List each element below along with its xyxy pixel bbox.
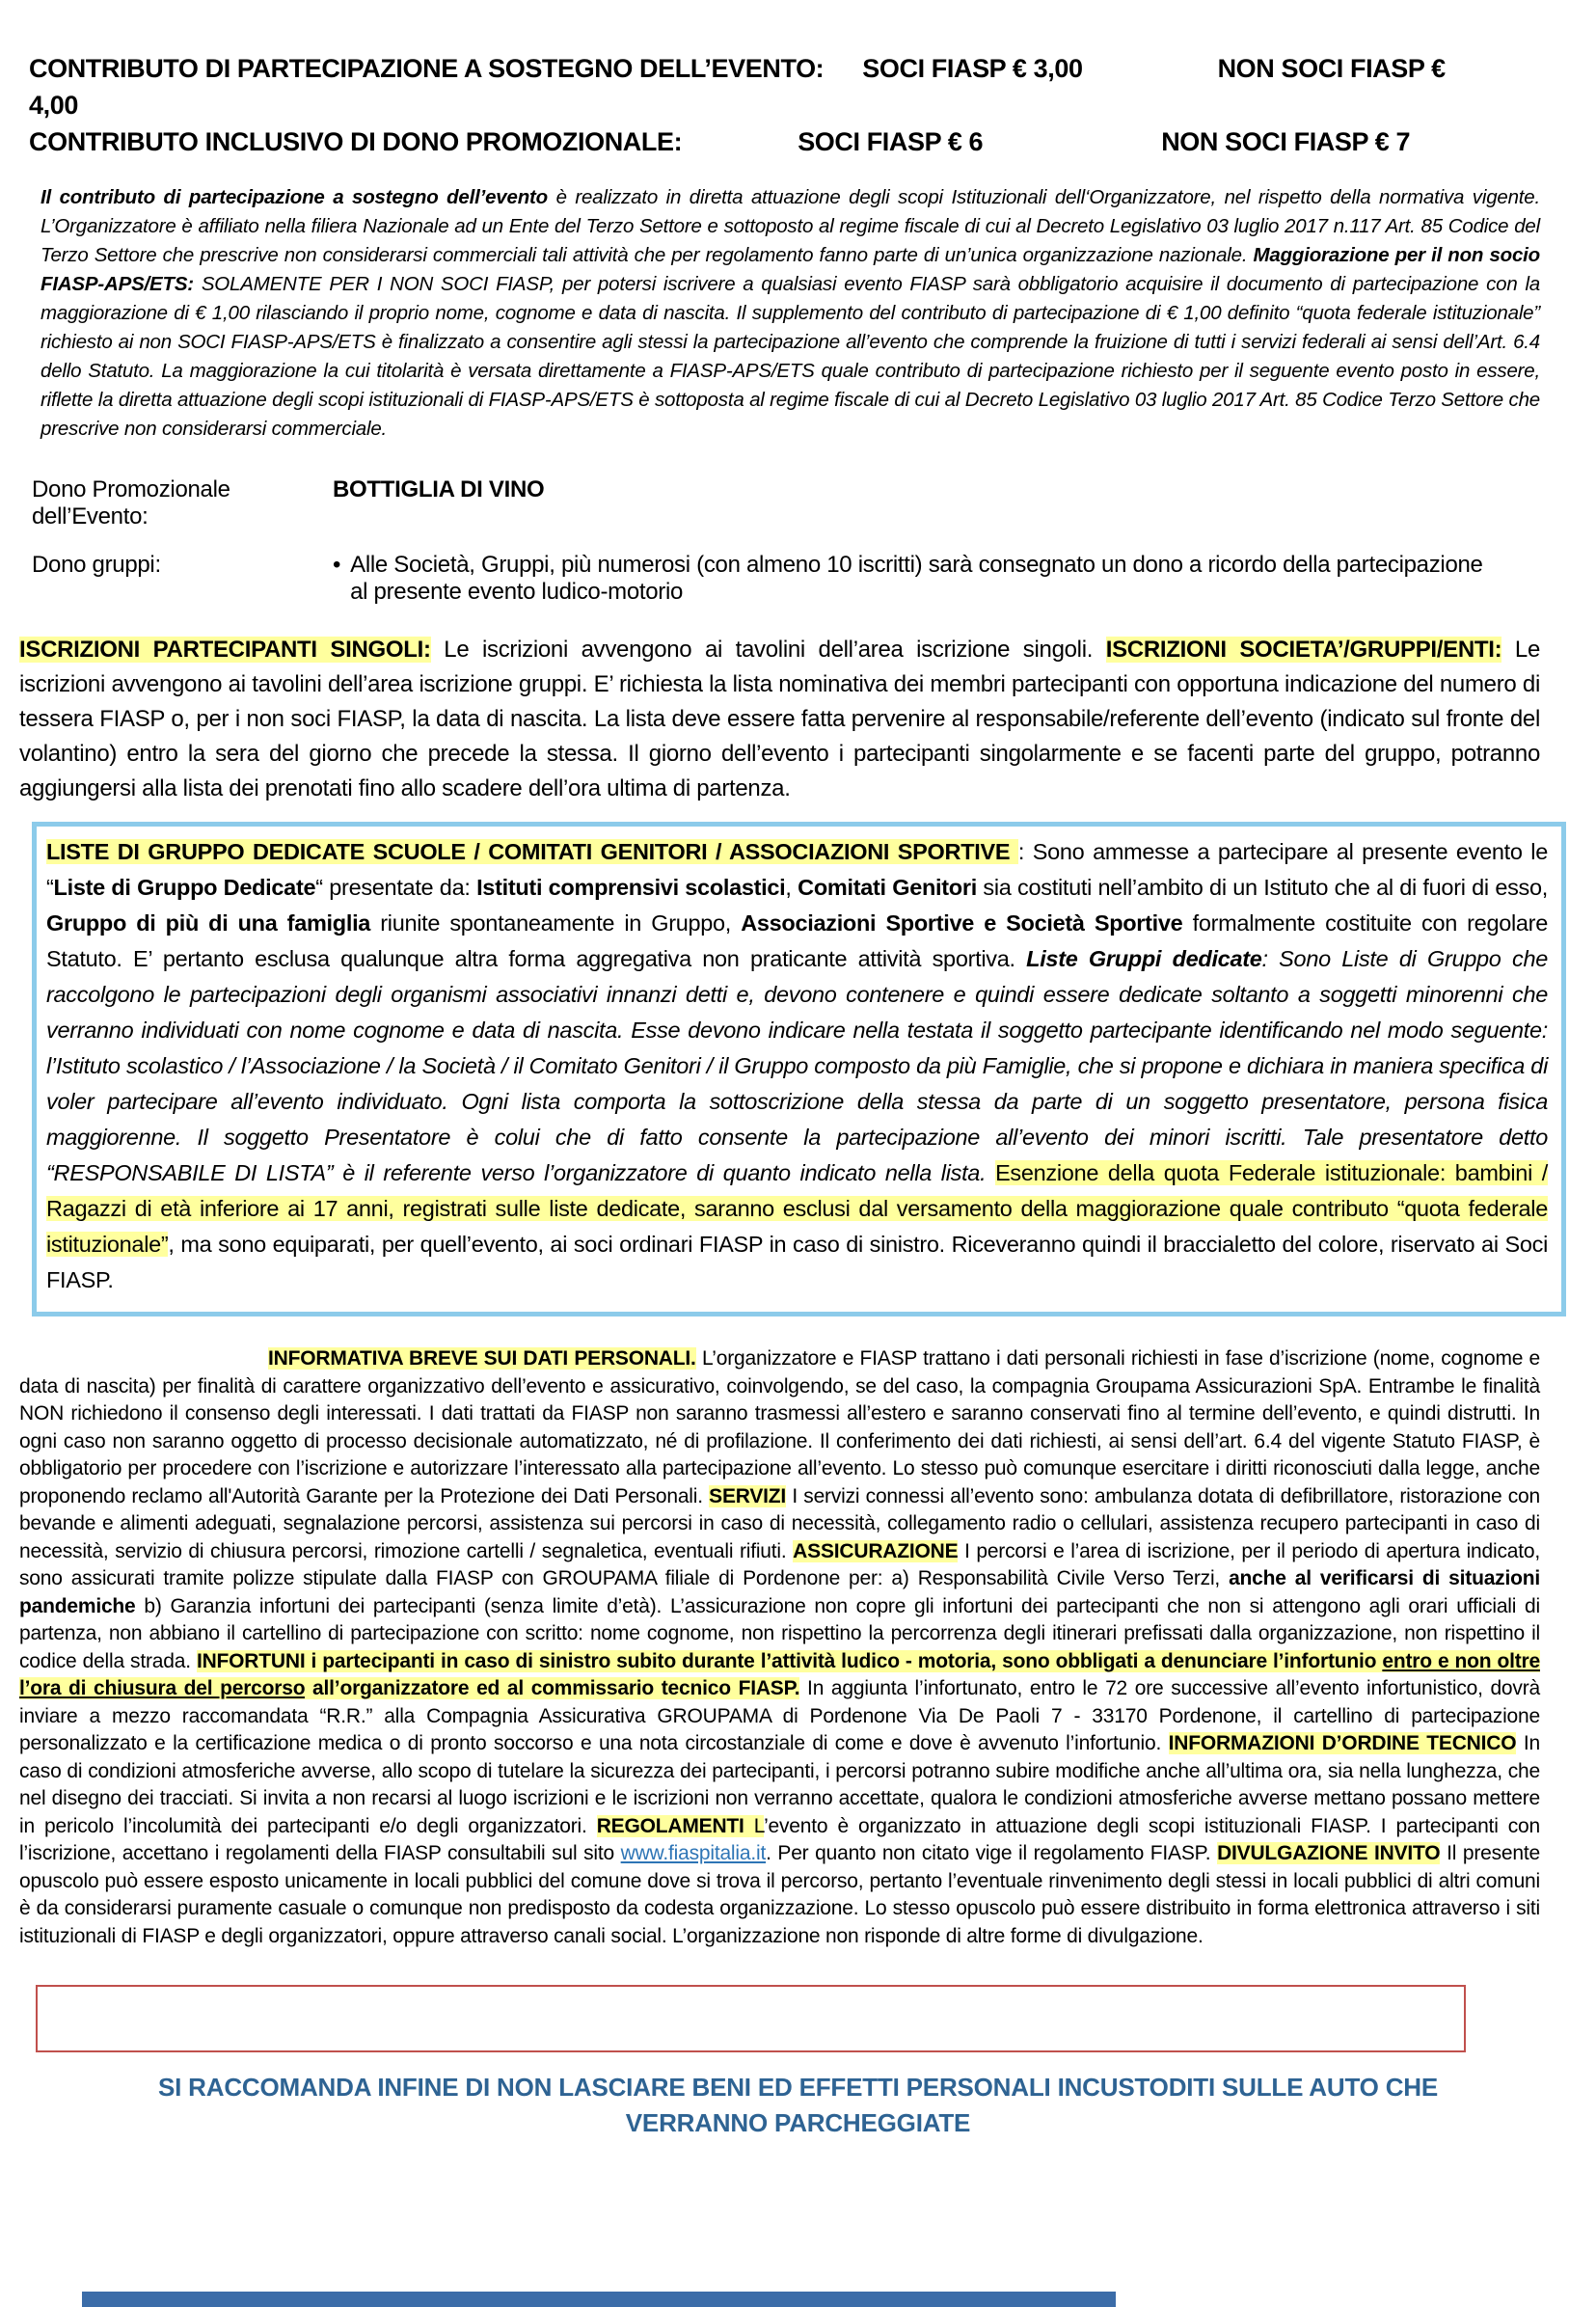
car-warning-line2: VERRANNO PARCHEGGIATE — [625, 2108, 971, 2137]
text-segment: entro e non oltre l’ora di chiusura del percorso — [19, 1649, 1540, 1699]
text-segment: ’evento è organizzato in attuazione degli scopi istituzionali FIASP. I partecipanti con l’iscrizione, accettano i regolamenti della FIASP consultabili sul sito — [19, 1814, 1540, 1864]
privacy-paragraph — [19, 1345, 1540, 1950]
text-segment: Liste di Gruppo Dedicate — [53, 875, 316, 900]
registration-paragraph — [19, 633, 1540, 806]
group-gift-row — [32, 552, 1540, 606]
intro-paragraph — [41, 183, 1540, 444]
text-segment: I percorsi e l’area di iscrizione, per il periodo di apertura indicato, sono assicurati tramite polizze stipulate dalla FIASP con GROUPAMA filiale di Pordenone per: a) Responsabilità Civile Verso Terzi, — [19, 1539, 1540, 1589]
promo-gift-value: BOTTIGLIA DI VINO — [333, 476, 545, 502]
text-segment: In caso di condizioni atmosferiche avverse, allo scopo di tutelare la sicurezza dei partecipanti, i percorsi potranno subire modifiche anche all’ultima ora, sia nella lunghezza, che nel disegno dei tracciati. Si invita a non recarsi al luogo iscrizioni e le iscrizioni non verranno accettate, qualora le condizioni atmosferiche avverse mettano possano mettere in pericolo l’incolumità dei partecipanti e/o degli organizzatori. — [19, 1732, 1540, 1837]
contribution-promo-line — [29, 123, 1569, 160]
group-lists-box — [32, 822, 1566, 1316]
text-segment: NON SOCI FIASP € — [1217, 54, 1446, 83]
text-segment: NON SOCI FIASP € 7 — [1161, 127, 1411, 156]
text-segment: anche al verificarsi di situazioni pandemiche — [19, 1567, 1541, 1617]
text-segment: Maggiorazione per il non socio FIASP-APS/ETS: — [41, 244, 1540, 295]
text-segment: “ presentate da: — [315, 875, 477, 900]
spacer — [682, 149, 798, 150]
text-segment: riunite spontaneamente in Gruppo, — [370, 910, 742, 936]
text-segment: DIVULGAZIONE INVITO — [1217, 1842, 1441, 1864]
text-segment: SOLAMENTE PER I NON SOCI FIASP, per potersi iscrivere a qualsiasi evento FIASP sarà obbligatorio acquisire il documento di partecipazione con la maggiorazione di € 1,00 rilasciando il proprio nome, cognome e data di nascita. Il supplemento del contributo di partecipazione di € 1,00 definito “quota federale istituzionale” richiesto ai non SOCI FIASP-APS/ETS è finalizzato a consentire agli stessi la partecipazione all’evento che comprende la fruizione di tutti i servizi federali ai sensi dell’Art. 6.4 dello Statuto. La maggiorazione la cui titolarità è versata direttamente a FIASP-APS/ETS quale contributo di partecipazione richiesto per il seguente evento posto in essere, riflette la diretta attuazione degli scopi istituzionali di FIASP-APS/ETS è sottoposta al regime fiscale di cui al Decreto Legislativo 03 luglio 2017 Art. 85 Codice Terzo Settore che prescrive non considerarsi commerciale. — [41, 273, 1540, 440]
text-segment: : Sono ammesse a partecipare al presente evento le “ — [46, 839, 1548, 900]
text-segment: , — [785, 875, 798, 900]
text-segment: L — [744, 1814, 765, 1837]
text-segment: : Sono Liste di Gruppo che raccolgono le partecipazioni degli organismi associativi innanzi detti e, devono contenere e quindi essere dedicate soltanto a soggetti minorenni che verranno individuati con nome cognome e data di nascita. Esse devono indicare nella testata il soggetto partecipante identificando nel modo seguente: l’Istituto scolastico / l’Associazione / la Società / il Comitato Genitori / il Gruppo composto da più Famiglie, che si propone e dichiara in maniera specifica di voler partecipare all’evento individuato. Ogni lista comporta la sottoscrizione della stessa da parte di un soggetto presentatore, persona fisica maggiorenne. Il soggetto Presentatore è colui che di fatto consente la partecipazione all’evento dei minori iscritti. Tale presentatore detto “RESPONSABILE DI LISTA” è il referente verso l’organizzatore di quanto indicato nella lista. — [46, 946, 1548, 1185]
text-segment: INFORMATIVA BREVE SUI DATI PERSONALI. — [268, 1347, 696, 1370]
text-segment: I servizi connessi all’evento sono: ambulanza dotata di defibrillatore, ristorazione con bevande e alimenti adeguati, segnalazione percorsi, assistenza sui percorsi in caso di necessità, collegamento radio o cellulari, assistenza recupero partecipanti in caso di necessità, servizio di chiusura percorsi, rimozione cartelli / segnaletica, eventuali rifiuti. — [19, 1484, 1541, 1562]
contribution-header — [29, 50, 1569, 160]
text-segment: CONTRIBUTO INCLUSIVO DI DONO PROMOZIONALE: — [29, 127, 683, 156]
group-gift-value — [333, 552, 1498, 606]
text-segment: REGOLAMENTI — [596, 1814, 744, 1837]
gifts-section — [32, 476, 1540, 606]
text-segment: Le iscrizioni avvengono ai tavolini dell’area iscrizione gruppi. E’ richiesta la lista nominativa dei membri partecipanti con opportuna indicazione del numero di tessera FIASP o, per i non soci FIASP, la data di nascita. La lista deve essere fatta pervenire al responsabile/referente dell’evento (indicato sul fronte del volantino) entro la sera del giorno che precede la stessa. Il giorno dell’evento i partecipanti singolarmente e se facenti parte del gruppo, potranno aggiungersi alla lista dei prenotati fino allo scadere dell’ora ultima di partenza. — [19, 637, 1540, 801]
text-segment: CONTRIBUTO DI PARTECIPAZIONE A SOSTEGNO DELL’EVENTO: — [29, 54, 825, 83]
car-warning-text — [95, 2070, 1502, 2141]
text-segment: Istituti comprensivi scolastici — [476, 875, 786, 900]
text-segment: L’organizzatore e FIASP trattano i dati personali richiesti in fase d’iscrizione (nome, cognome e data di nascita) per finalità di carattere organizzativo dell’evento e assicurativo, coinvolgendo, se del caso, la compagnia Groupama Assicurazioni SpA. Entrambe le finalità NON richiedono il consenso degli interessati. I dati trattati da FIASP non saranno trasmessi all’estero e saranno conservati fino al termine dell’evento, e quindi distrutti. In ogni caso non saranno oggetto di processo decisionale automatizzato, né di profilazione. Il conferimento dei dati richiesti, ai sensi dell’art. 6.4 del vigente Statuto FIASP, è obbligatorio per procedere con l’iscrizione e autorizzare l’interessato alla partecipazione all’evento. Lo stesso può comunque esercitare i diritti riconosciuti dalla legge, anche proponendo reclamo all'Autorità Garante per la Protezione dei Dati Personali. — [19, 1347, 1541, 1507]
text-segment: b) Garanzia infortuni dei partecipanti (senza limite d’età). L’assicurazione non copre gli infortuni dei partecipanti che non si attengono agli orari ufficiali di partenza, non abbiano il cartellino di partecipazione con scritto: nome cognome, non rispettino la percorrenza degli itinerari prefissati dalla organizzazione, non rispettino il codice della strada. — [19, 1594, 1540, 1672]
text-segment: ISCRIZIONI SOCIETA’/GRUPPI/ENTI: — [1105, 637, 1502, 663]
text-segment: ASSICURAZIONE — [793, 1539, 959, 1562]
text-segment: Le iscrizioni avvengono ai tavolini dell’area iscrizione singoli. — [430, 637, 1106, 663]
empty-red-box — [36, 1985, 1466, 2052]
text-segment: all’organizzatore ed al commissario tecnico FIASP. — [305, 1677, 800, 1699]
bullet-icon: • — [333, 552, 341, 578]
text-segment: In aggiunta l’infortunato, entro le 72 ore successive all’evento infortunistico, dovrà inviare a mezzo raccomandata “R.R.” alla Compagnia Assicurativa GROUPAMA di Pordenone Via De Paoli 7 - 33170 Pordenone, il cartellino di partecipazione personalizzato e la certificazione medica o di pronto soccorso e una nota circostanziale di come e dove è avvenuto l’infortunio. — [19, 1677, 1540, 1754]
promo-gift-row — [32, 476, 1540, 530]
text-segment: Liste Gruppi dedicate — [1026, 946, 1262, 971]
promo-gift-label: Dono Promozionale dell’Evento: — [32, 476, 230, 529]
text-segment: Esenzione della quota Federale istituzionale: bambini / Ragazzi di età inferiore ai 17 anni, registrati sulle liste dedicate, saranno esclusi dal versamento della maggiorazione quale contributo “quota federale istituzionale” — [46, 1160, 1548, 1257]
text-segment: sia costituti nell’ambito di un Istituto che al di fuori di esso, — [976, 875, 1548, 900]
contribution-event-line — [29, 50, 1569, 123]
car-warning-line1: SI RACCOMANDA INFINE DI NON LASCIARE BENI ED EFFETTI PERSONALI INCUSTODITI SULLE AUTO CHE — [157, 2073, 1439, 2102]
text-segment: Il contributo di partecipazione a sostegno dell’evento — [41, 186, 548, 208]
text-segment: LISTE DI GRUPPO DEDICATE SCUOLE / COMITATI GENITORI / ASSOCIAZIONI SPORTIVE — [46, 839, 1018, 864]
spacer — [983, 149, 1161, 150]
group-gift-text: Alle Società, Gruppi, più numerosi (con almeno 10 iscritti) sarà consegnato un dono a ricordo della partecipazione al presente evento ludico-motorio — [350, 552, 1483, 605]
text-segment: Il presente opuscolo può essere esposto unicamente in locali pubblici del comune dove si trova il percorso, pertanto l’eventuale rinvenimento degli stessi in locali pubblici di altri comuni è da considerarsi puramente casuale o comunque non predisposto da codesta organizzazione. Lo stesso opuscolo può essere distribuito in forma elettronica attraverso i siti istituzionali di FIASP e degli organizzatori, oppure attraverso canali social. L’organizzazione non risponde di altre forme di divulgazione. — [19, 1842, 1540, 1947]
text-segment: Comitati Genitori — [798, 875, 977, 900]
document-page — [0, 50, 1596, 2141]
text-segment: è realizzato in diretta attuazione degli scopi Istituzionali dell‘Organizzatore, nel rispetto della normativa vigente. L’Organizzatore è affiliato nella filiera Nazionale ad un Ente del Terzo Settore e sottoposto al regime fiscale di cui al Decreto Legislativo 03 luglio 2017 n.117 Art. 85 Codice del Terzo Settore che prescrive non considerarsi commerciali tali attività che per regolamento fanno parte di un’unica organizzazione nazionale. — [41, 186, 1540, 266]
text-segment: Gruppo di più di una famiglia — [46, 910, 371, 936]
text-segment: , ma sono equiparati, per quell’evento, ai soci ordinari FIASP in caso di sinistro. Riceveranno quindi il braccialetto del colore, riservato ai Soci FIASP. — [46, 1232, 1548, 1292]
text-segment: Associazioni Sportive e Società Sportive — [741, 910, 1183, 936]
text-segment: SOCI FIASP € 3,00 — [862, 54, 1083, 83]
group-gift-label: Dono gruppi: — [32, 552, 161, 578]
text-segment: INFORMAZIONI D’ORDINE TECNICO — [1168, 1732, 1517, 1754]
bottom-page-bar — [82, 2292, 1116, 2307]
spacer — [1083, 76, 1218, 77]
spacer — [824, 76, 862, 77]
text-segment: ISCRIZIONI PARTECIPANTI SINGOLI: — [19, 637, 431, 663]
text-segment: SERVIZI — [709, 1484, 787, 1507]
text-segment: SOCI FIASP € 6 — [798, 127, 984, 156]
fiasp-website-link[interactable]: www.fiaspitalia.it — [620, 1842, 767, 1864]
text-segment: . Per quanto non citato vige il regolamento FIASP. — [766, 1842, 1218, 1864]
text-segment: formalmente costituite con regolare Statuto. E’ pertanto esclusa qualunque altra forma aggregativa non praticante attività sportiva. — [46, 910, 1548, 971]
text-segment: INFORTUNI i partecipanti in caso di sinistro subito durante l’attività ludico - motoria, sono obbligati a denunciare l’infortunio — [196, 1649, 1383, 1672]
text-segment: 4,00 — [29, 91, 78, 120]
